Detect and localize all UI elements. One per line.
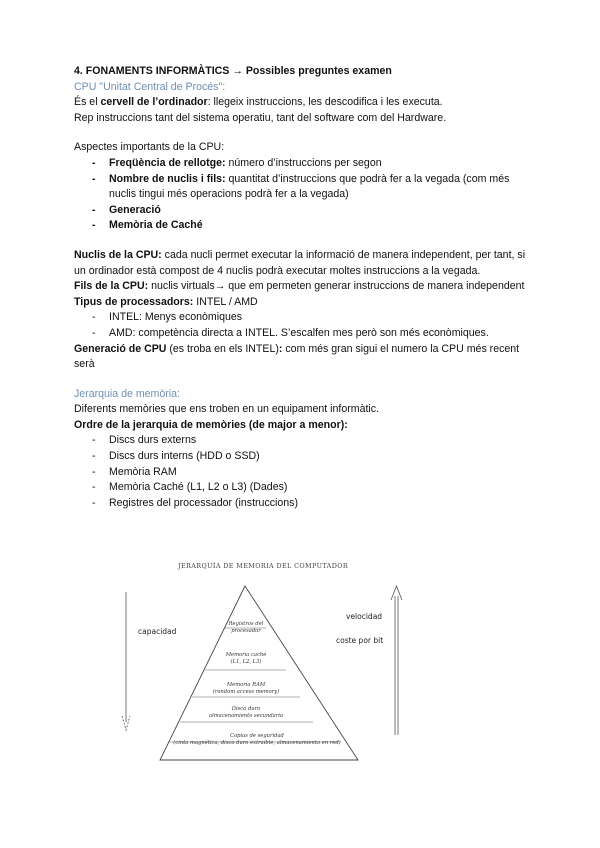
list-item: - Memòria Caché (L1, L2 o L3) (Dades) <box>92 480 534 496</box>
level-line2: (L1, L2, L3) <box>230 659 262 665</box>
diagram-title: JERARQUÍA DE MEMORIA DEL COMPUTADOR <box>178 562 349 570</box>
tipus-text: INTEL / AMD <box>193 295 258 308</box>
level-line2: (cinta magnética, disco duro extraíble, almacenamiento en red) <box>173 740 341 746</box>
speed-label: velocidad <box>346 612 383 621</box>
level-line1: Memoria caché <box>225 652 267 658</box>
memory-section-title: Jerarquia de memòria: <box>74 387 180 400</box>
speed-arrow-head <box>391 586 402 600</box>
memory-order-title: Ordre de la jerarquia de memòries (de major a menor): <box>74 418 348 431</box>
page-heading: 4. FONAMENTS INFORMÀTICS → Possibles preguntes examen <box>74 65 392 77</box>
level-line1: Memoria RAM <box>226 682 266 688</box>
cpu-intro-2: Rep instruccions tant del sistema operatiu, tant del software com del Hardware. <box>74 111 447 124</box>
fils-bold: Fils de la CPU: <box>74 280 149 293</box>
fils-text: nuclis virtuals→ que em permeten generar instruccions de manera independent <box>148 280 525 293</box>
gen-text: com més gran sigui el numero la CPU més recent serà <box>74 342 520 371</box>
pyramid-level-disk <box>185 706 307 720</box>
pyramid-level-registers <box>215 621 277 635</box>
level-line1: Copias de seguridad <box>230 733 284 739</box>
aspect-text: quantitat d’instruccions que podrà fer a la vegada (com més nuclis tingui més operacions podrà fer a la vegada) <box>109 172 510 201</box>
level-line1: Registros del <box>228 621 264 627</box>
aspect-text: número d’instruccions per segon <box>225 156 382 169</box>
level-line2: procesador <box>231 628 261 634</box>
list-item: - Memòria RAM <box>92 465 534 481</box>
memory-intro: Diferents memòries que ens troben en un equipament informàtic. <box>74 403 380 416</box>
gen-mid: (es troba en els INTEL) <box>166 342 279 355</box>
cpu-intro-bold: cervell de l’ordinador <box>100 96 208 109</box>
list-item: - Registres del processador (instruccions) <box>92 496 534 512</box>
aspect-bold: Nombre de nuclis i fils: <box>109 172 226 185</box>
cpu-intro-pre: És el <box>74 96 101 109</box>
aspect-bold: Memòria de Caché <box>109 219 203 232</box>
pyramid-level-cache <box>205 652 287 666</box>
list-item: - INTEL: Menys econòmiques <box>92 310 534 326</box>
pyramid-level-backup <box>164 733 350 747</box>
cpu-section-title: CPU "Unitat Central de Procés": <box>74 80 226 93</box>
nuclis-bold: Nuclis de la CPU: <box>74 248 162 261</box>
list-item: - AMD: competència directa a INTEL. S’escalfen mes però son més econòmiques. <box>92 326 534 342</box>
gen-bold: Generació de CPU <box>74 342 167 355</box>
nuclis-text: cada nucli permet executar la informació de manera independent, per tant, si un ordinador està compost de 4 nuclis podrà executar moltes instruccions a la vegada. <box>74 248 526 277</box>
capacity-label: capacidad <box>138 627 177 636</box>
level-line2: (random access memory) <box>212 689 280 695</box>
cpu-aspects-title: Aspectes importants de la CPU: <box>74 141 225 154</box>
list-item: - Discs durs interns (HDD o SSD) <box>92 449 534 465</box>
tipus-bold: Tipus de processadors: <box>74 295 194 308</box>
level-line1: Disco duro <box>231 706 261 712</box>
level-line2: almacenamiento secundario <box>208 713 283 719</box>
cost-label: coste por bit <box>336 636 384 645</box>
cpu-intro-post: : llegeix instruccions, les descodifica i les executa. <box>207 96 443 109</box>
aspect-bold: Generació <box>109 203 161 216</box>
aspect-bold: Freqüència de rellotge: <box>109 156 226 169</box>
gen-colon: : <box>278 342 283 355</box>
list-item: - Discs durs externs <box>92 433 534 449</box>
pyramid-level-ram <box>195 682 297 696</box>
